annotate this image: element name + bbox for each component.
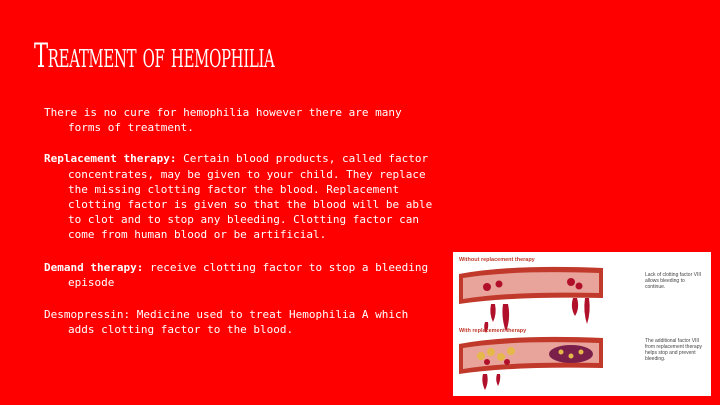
paragraph-desmopressin <box>44 307 434 337</box>
paragraph-lead: Demand therapy: <box>44 260 144 274</box>
vessel-with-therapy <box>459 337 603 390</box>
paragraph-replacement-therapy <box>44 151 434 242</box>
slide-body <box>44 105 434 353</box>
paragraph-lead: Replacement therapy: <box>44 152 177 166</box>
label-with-therapy: With replacement therapy <box>459 328 527 334</box>
slide-title: Treatment of hemophilia <box>34 36 275 76</box>
vessel-without-therapy <box>459 267 603 333</box>
paragraph-text: Desmopressin: Medicine used to treat Hemophilia A which adds clotting factor to the blood. <box>44 308 409 337</box>
note-without-therapy: Lack of clotting factor VIII allows bleeding to continue. <box>645 272 702 290</box>
paragraph-text: Certain blood products, called factor concentrates, may be given to your child. They replace the missing clotting factor the blood. Replacement clotting factor is given so that the blood will be able to clot and to stop any bleeding. Clotting factor can come from human blood or be artificial. <box>68 152 433 242</box>
paragraph-demand-therapy <box>44 260 434 290</box>
replacement-therapy-illustration <box>453 252 711 396</box>
label-without-therapy: Without replacement therapy <box>459 257 535 263</box>
paragraph-no-cure <box>44 105 434 135</box>
paragraph-text: receive clotting factor to stop a bleeding episode <box>68 260 429 289</box>
paragraph-text: There is no cure for hemophilia however there are many forms of treatment. <box>44 106 402 135</box>
note-with-therapy: The additional factor VIII from replacement therapy helps stop and prevent bleeding. <box>645 338 702 362</box>
